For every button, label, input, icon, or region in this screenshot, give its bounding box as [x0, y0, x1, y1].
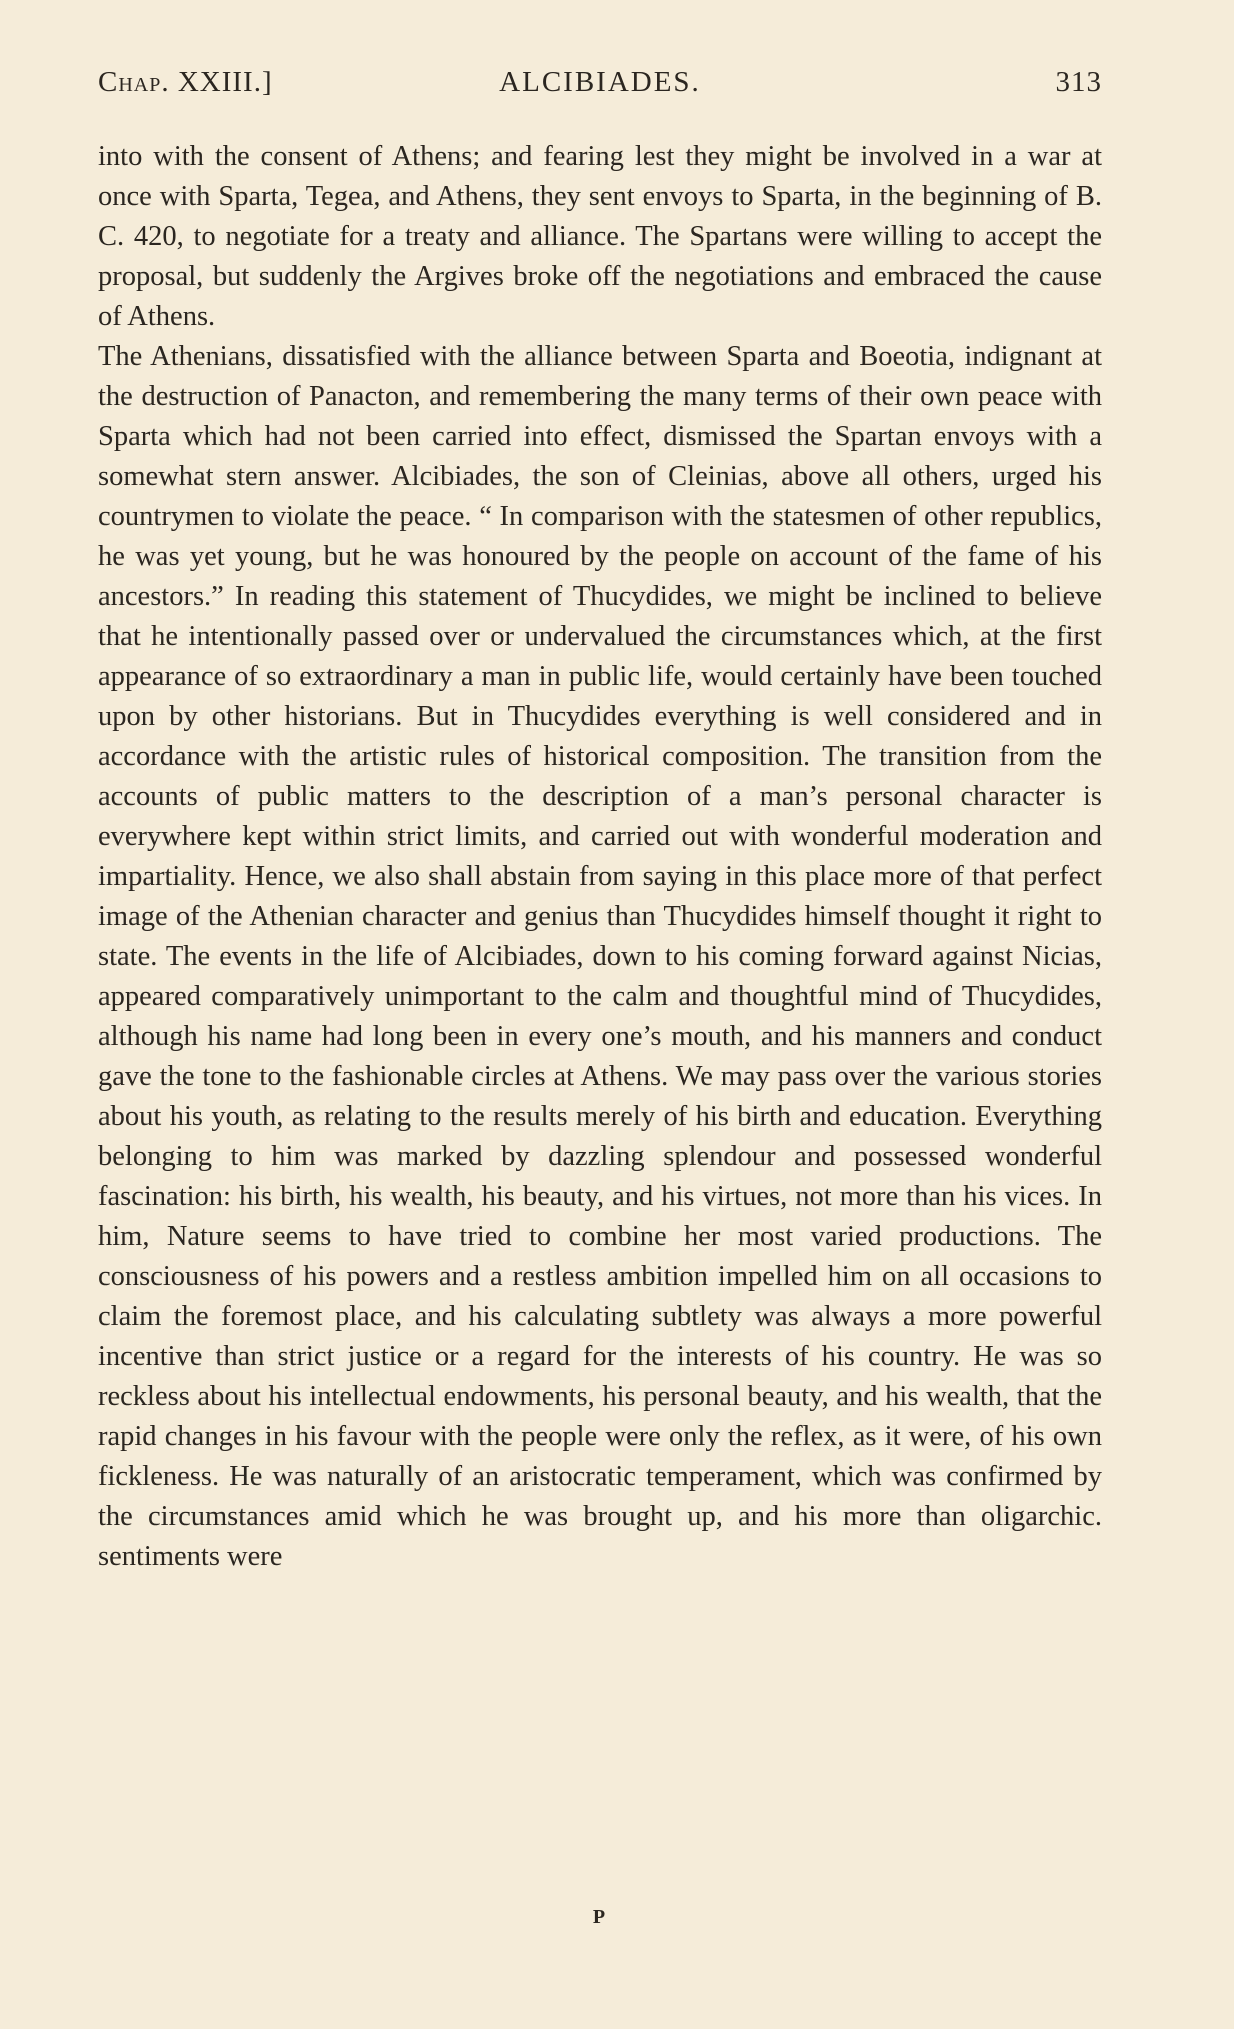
- page-title: ALCIBIADES.: [499, 66, 701, 98]
- signature-mark: P: [592, 1906, 608, 1928]
- paragraph-continuation: into with the consent of Athens; and fearing lest they might be involved in a war at once with Sparta, Tegea, and Athens, they sent envoys to Sparta, in the beginning of B. C. 420, to negotiate for a treaty and alliance. The Spartans were willing to accept the proposal, but suddenly the Argives broke off the negotiations and embraced the cause of Athens.: [98, 141, 1102, 332]
- paragraph-athenians: The Athenians, dissatisfied with the alliance between Sparta and Boeotia, indignant at the destruction of Panacton, and remembering the many terms of their own peace with Sparta which had not been carried into effect, dismissed the Spartan envoys with a somewhat stern answer. Alcibiades, the son of Cleinias, above all others, urged his countrymen to violate the peace. “ In comparison with the statesmen of other republics, he was yet young, but he was honoured by the people on account of the fame of his ancestors.” In reading this statement of Thucydides, we might be inclined to believe that he intentionally passed over or undervalued the circumstances which, at the first appearance of so extraordinary a man in public life, would certainly have been touched upon by other historians. But in Thucydides everything is well considered and in accordance with the artistic rules of historical composition. The transition from the accounts of public matters to the description of a man’s personal character is everywhere kept within strict limits, and carried out with wonderful moderation and impartiality. Hence, we also shall abstain from saying in this place more of that perfect image of the Athenian character and genius than Thucydides himself thought it right to state. The events in the life of Alcibiades, down to his coming forward against Nicias, appeared comparatively unimportant to the calm and thoughtful mind of Thucydides, although his name had long been in every one’s mouth, and his manners and conduct gave the tone to the fashionable circles at Athens. We may pass over the various stories about his youth, as relating to the results merely of his birth and education. Everything belonging to him was marked by dazzling splendour and possessed wonderful fascination: his birth, his wealth, his beauty, and his virtues, not more than his vices. In him, Nature seems to have tried to combine her most varied productions. The consciousness of his powers and a restless ambition impelled him on all occasions to claim the foremost place, and his calculating subtlety was always a more powerful incentive than strict justice or a regard for the interests of his country. He was so reckless about his intellectual endowments, his personal beauty, and his wealth, that the rapid changes in his favour with the people were only the reflex, as it were, of his own fickleness. He was naturally of an aristocratic temperament, which was confirmed by the circumstances amid which he was brought up, and his more than oligarchic. sentiments were: [98, 341, 1102, 1572]
- page-number: 313: [1055, 66, 1102, 98]
- body-text: [98, 137, 1102, 1577]
- running-head: [98, 66, 1102, 110]
- book-page: [98, 0, 1102, 2029]
- chapter-reference: Chap. XXIII.]: [98, 66, 273, 98]
